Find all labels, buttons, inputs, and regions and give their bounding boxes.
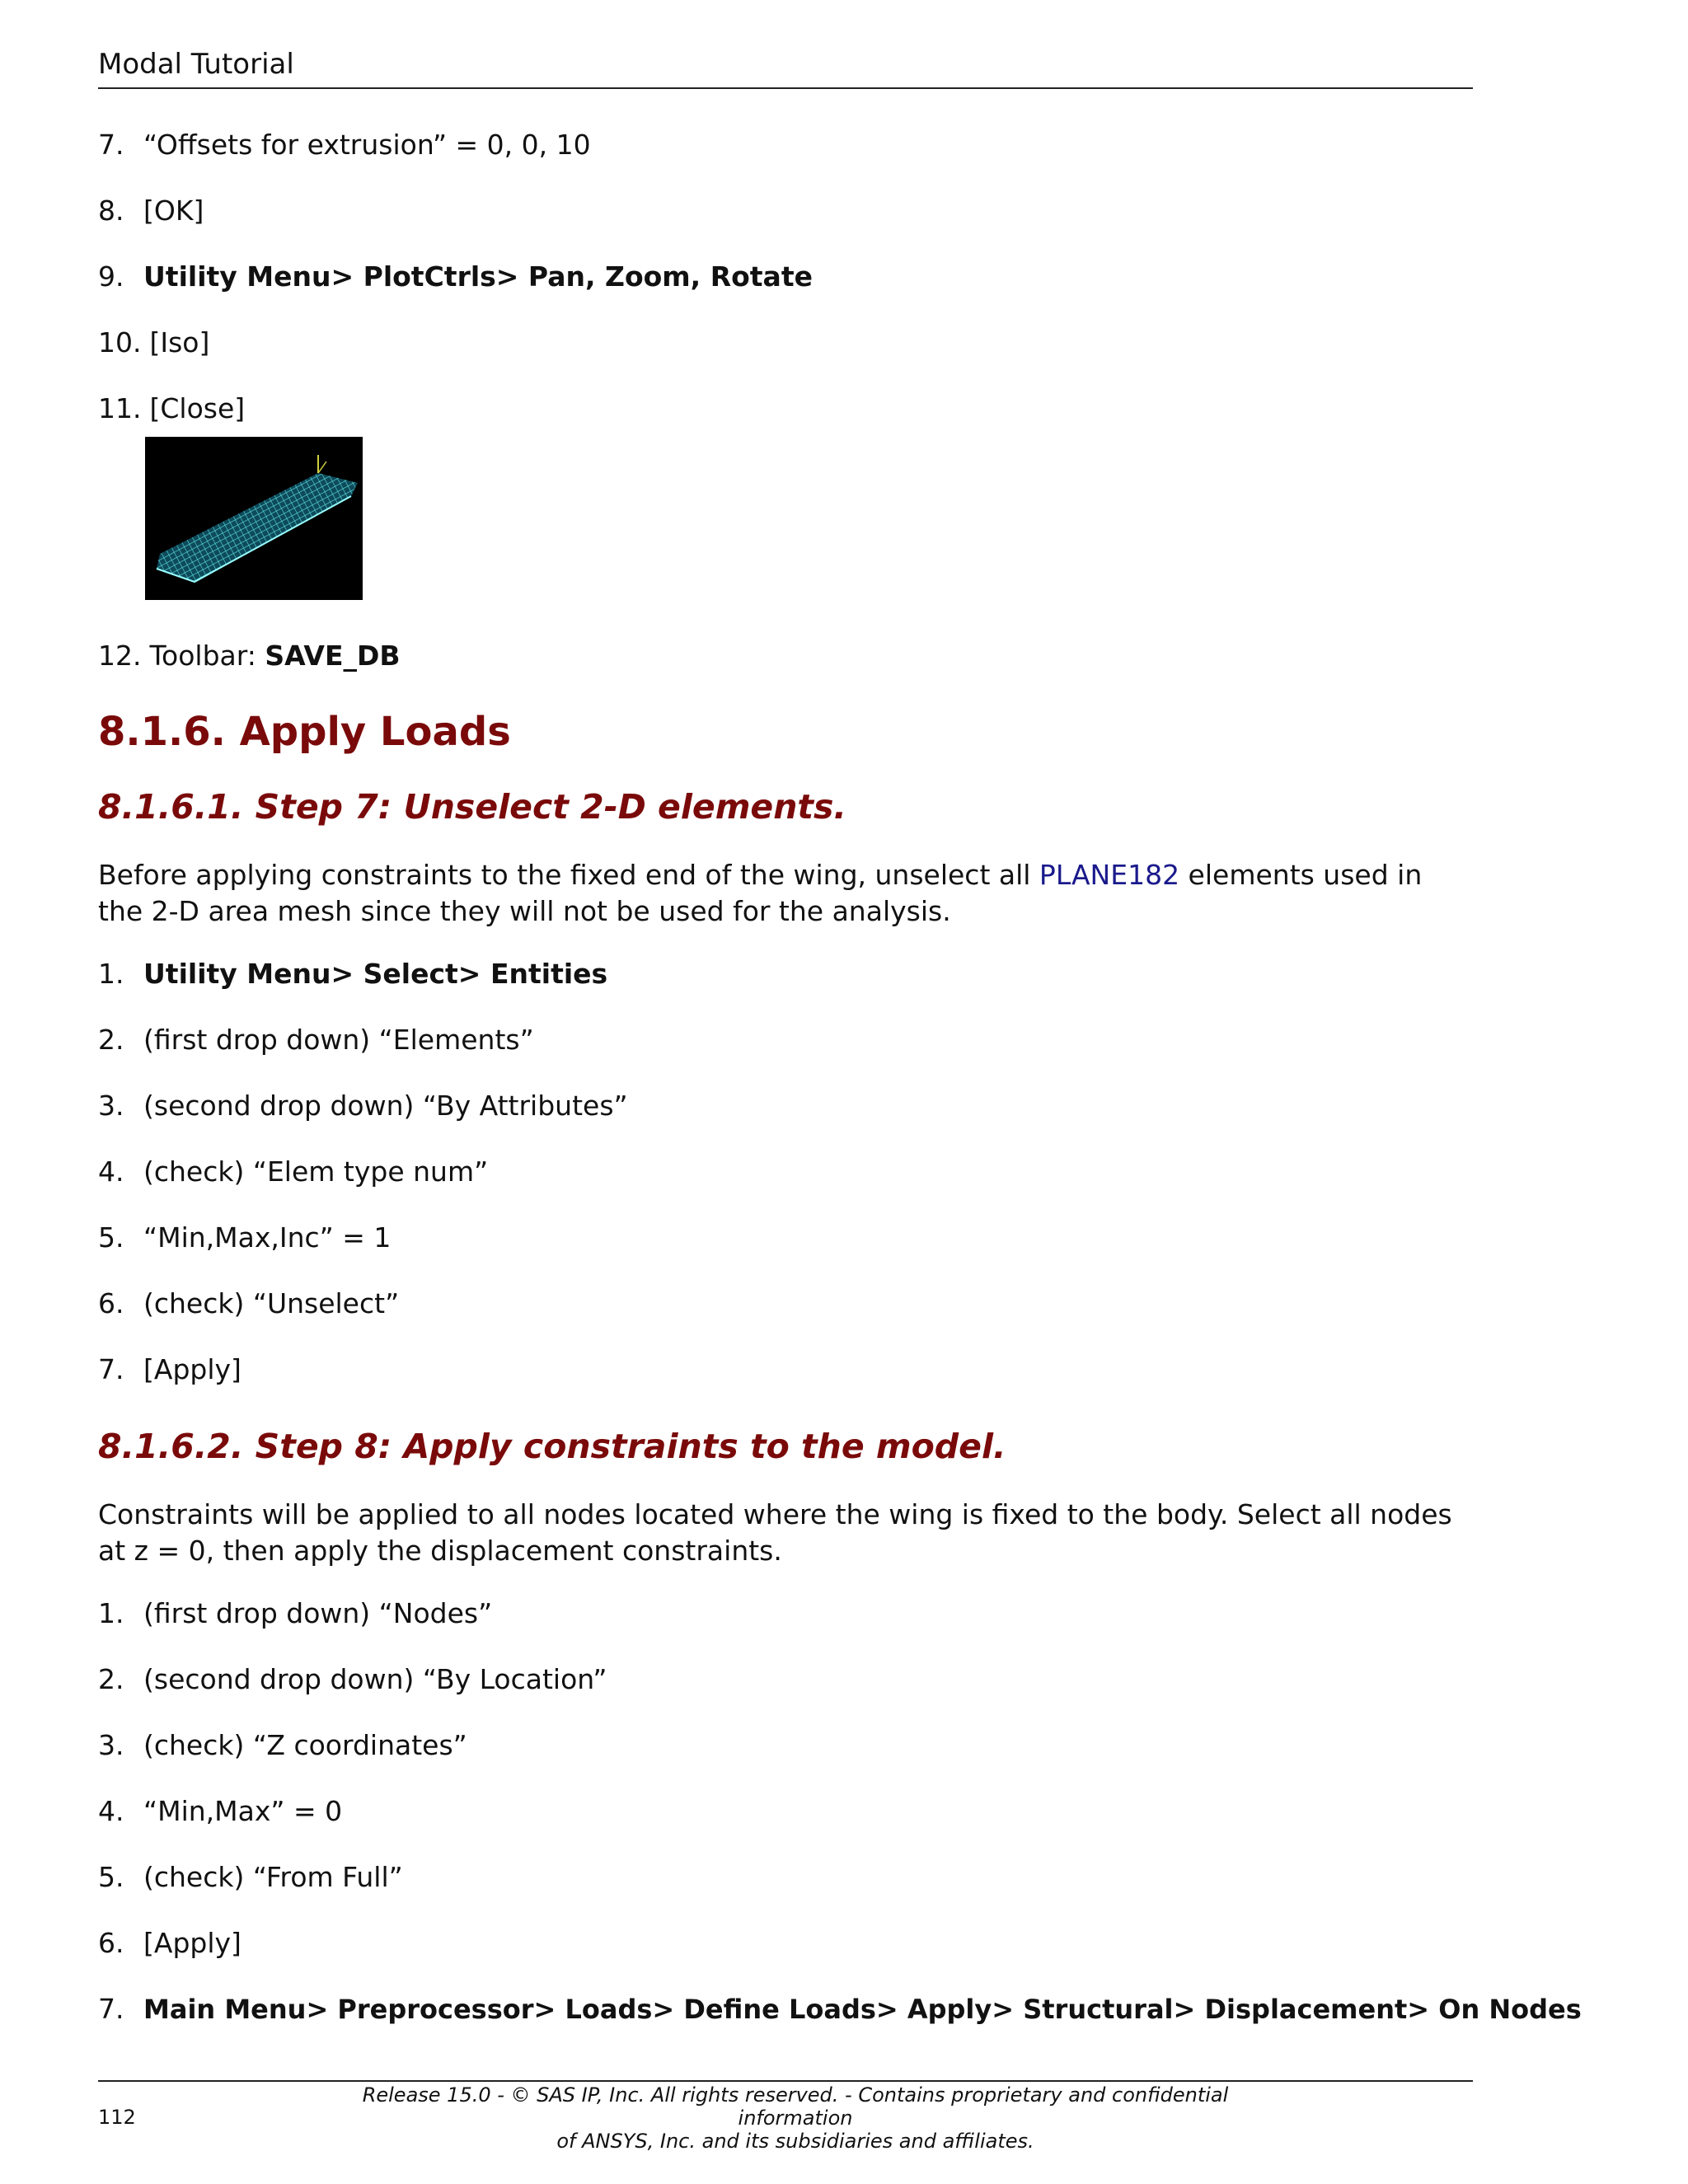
list-item — [98, 1286, 399, 1322]
step8-intro: Constraints will be applied to all nodes located where the wing is fixed to the body. Select all nodes at z = 0, then apply the displacement constraints. — [98, 1498, 1452, 1567]
list-item — [98, 1793, 342, 1830]
wing-mesh-isometric-image — [145, 437, 363, 600]
list-number: 7. — [98, 1993, 124, 2025]
list-number: 8. — [98, 194, 124, 227]
list-text: (first drop down) “Elements” — [143, 1024, 534, 1056]
list-number: 2. — [98, 1024, 124, 1056]
running-header: Modal Tutorial — [98, 48, 294, 81]
list-item — [98, 1022, 534, 1058]
list-number: 3. — [98, 1729, 124, 1761]
list-text: (first drop down) “Nodes” — [143, 1597, 493, 1629]
list-item — [98, 1596, 492, 1632]
list-item — [98, 193, 204, 229]
list-text: “Offsets for extrusion” = 0, 0, 10 — [143, 129, 591, 161]
list-number: 7. — [98, 129, 124, 161]
list-item — [98, 325, 209, 361]
list-item — [98, 259, 813, 295]
list-number: 1. — [98, 958, 124, 990]
list-number: 7. — [98, 1353, 124, 1385]
footer-line: Release 15.0 - © SAS IP, Inc. All rights reserved. - Contains proprietary and confidential information — [362, 2083, 1229, 2130]
list-item — [98, 1154, 488, 1190]
list-number: 1. — [98, 1597, 124, 1629]
footer-divider — [98, 2080, 1473, 2082]
list-number: 2. — [98, 1663, 124, 1695]
menu-path: Utility Menu> Select> Entities — [143, 958, 608, 990]
intro-text: Before applying constraints to the fixed end of the wing, unselect all — [98, 859, 1039, 891]
menu-path: Utility Menu> PlotCtrls> Pan, Zoom, Rotate — [143, 260, 813, 293]
list-text: (second drop down) “By Attributes” — [143, 1090, 628, 1122]
section-heading: 8.1.6. Apply Loads — [98, 709, 511, 755]
list-text: “Min,Max” = 0 — [143, 1795, 343, 1827]
list-item — [98, 1925, 241, 1961]
list-text: “Min,Max,Inc” = 1 — [143, 1221, 392, 1254]
header-divider — [98, 87, 1473, 89]
list-number: 5. — [98, 1221, 124, 1254]
intro-text: elements used in the 2-D area mesh since they will not be used for the analysis. — [98, 859, 1423, 927]
list-text: (check) “Elem type num” — [143, 1155, 489, 1188]
page-number: 112 — [98, 2106, 136, 2129]
list-text: [Apply] — [143, 1927, 241, 1959]
menu-path: Main Menu> Preprocessor> Loads> Define Loads> Apply> Structural> Displacement> On Nodes — [143, 1994, 1582, 2025]
list-item — [98, 1352, 241, 1388]
list-prefix: Toolbar: — [149, 640, 265, 672]
list-number: 10. — [98, 326, 142, 359]
list-number: 5. — [98, 1861, 124, 1893]
list-item — [98, 1661, 607, 1698]
list-item — [98, 1991, 1582, 2027]
list-item — [98, 391, 245, 427]
list-text: (second drop down) “By Location” — [143, 1663, 607, 1695]
list-item — [98, 127, 591, 163]
list-number: 3. — [98, 1090, 124, 1122]
list-number: 11. — [98, 392, 142, 424]
plane182-link[interactable]: PLANE182 — [1039, 859, 1180, 891]
list-number: 6. — [98, 1927, 124, 1959]
list-number: 4. — [98, 1795, 124, 1827]
toolbar-button-name: SAVE_DB — [265, 640, 401, 672]
list-item — [98, 1088, 628, 1124]
list-number: 12. — [98, 640, 142, 672]
list-text: (check) “Z coordinates” — [143, 1729, 467, 1761]
list-text: (check) “From Full” — [143, 1861, 403, 1893]
list-text: [Iso] — [149, 326, 210, 359]
list-item — [98, 638, 401, 674]
list-item — [98, 1220, 391, 1256]
list-number: 6. — [98, 1287, 124, 1319]
list-number: 9. — [98, 260, 124, 293]
step7-intro — [98, 857, 1466, 930]
footer-line: of ANSYS, Inc. and its subsidiaries and affiliates. — [556, 2130, 1034, 2153]
list-item — [98, 1859, 403, 1896]
list-text: [Close] — [149, 392, 246, 424]
list-number: 4. — [98, 1155, 124, 1188]
list-item — [98, 956, 607, 992]
list-text: (check) “Unselect” — [143, 1287, 400, 1319]
subsection-heading-step7: 8.1.6.1. Step 7: Unselect 2-D elements. — [98, 787, 846, 827]
list-item — [98, 1727, 467, 1764]
list-text: [OK] — [143, 194, 204, 227]
footer-copyright — [346, 2083, 1245, 2153]
subsection-heading-step8: 8.1.6.2. Step 8: Apply constraints to the model. — [98, 1427, 1006, 1466]
list-text: [Apply] — [143, 1353, 241, 1385]
